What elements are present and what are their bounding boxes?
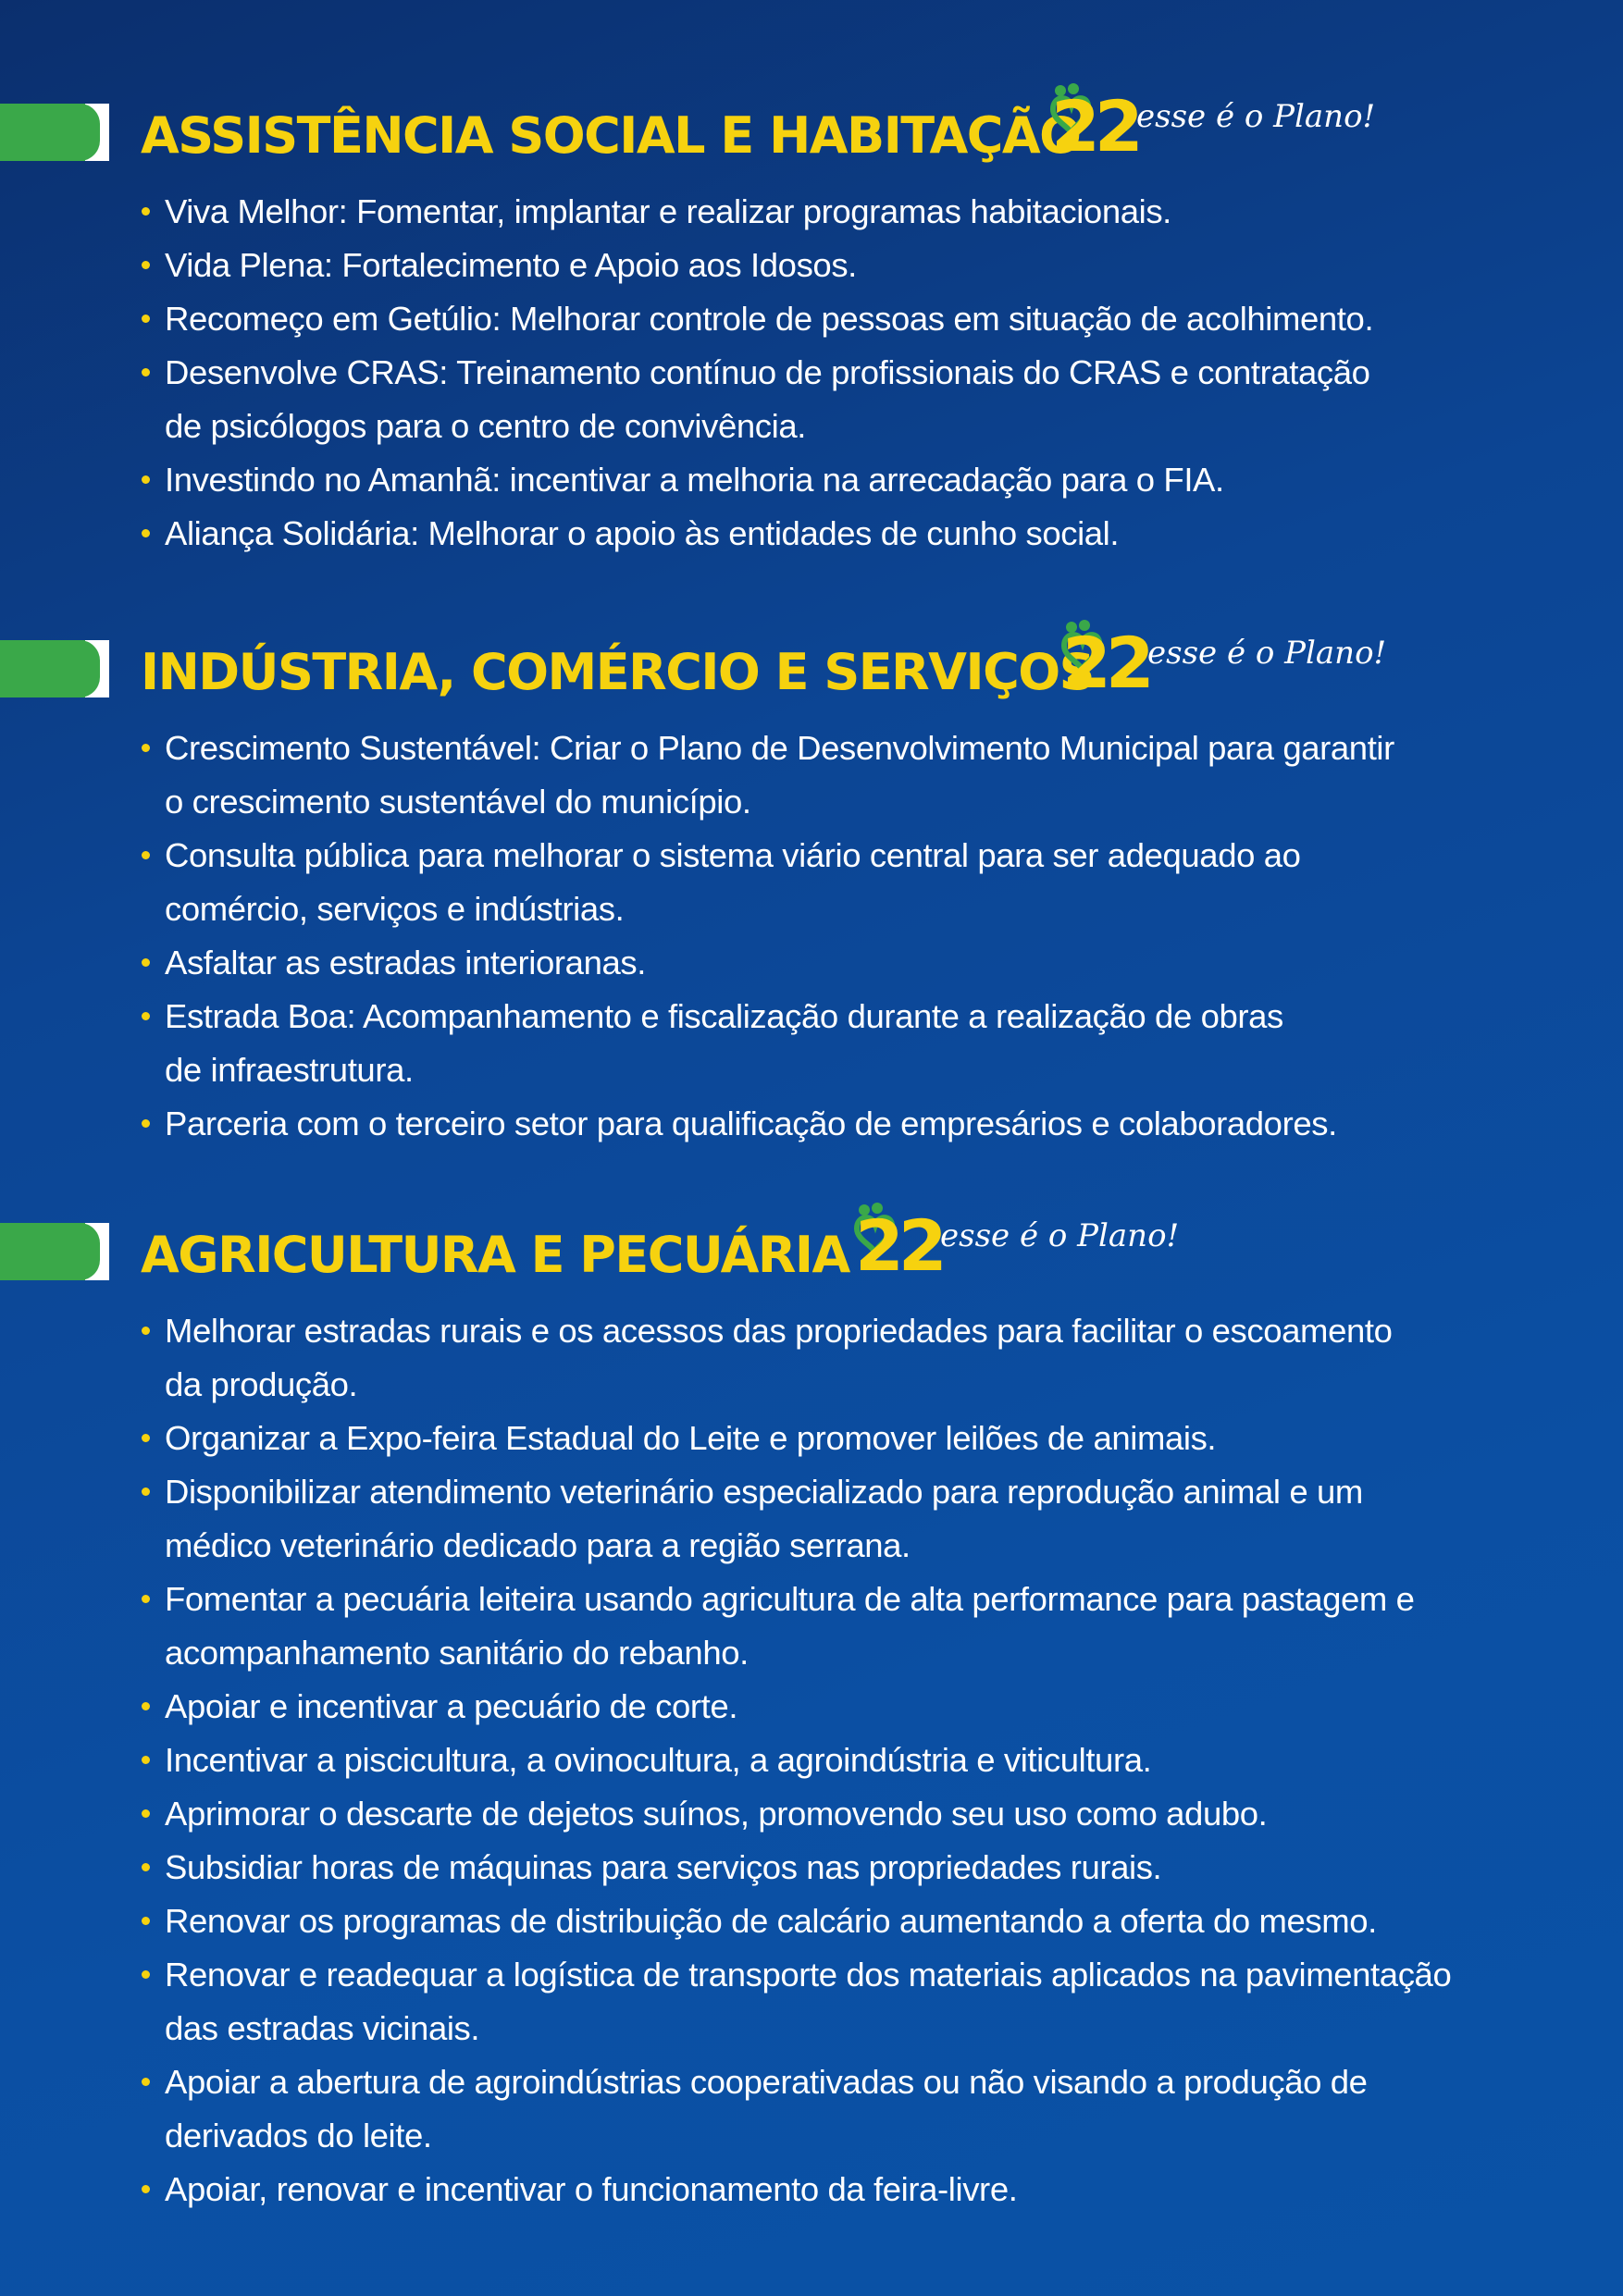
- section-header: [0, 85, 1623, 185]
- badge-slogan: esse é o Plano!: [1136, 98, 1376, 135]
- bullet-icon: [142, 1487, 150, 1496]
- section-marker: [0, 640, 109, 697]
- item-text: de infraestrutura.: [165, 1051, 414, 1089]
- item-text: Melhorar estradas rurais e os acessos das propriedades para facilitar o escoamento: [165, 1312, 1393, 1350]
- list-item: [139, 507, 1582, 561]
- bullet-icon: [142, 1595, 150, 1603]
- badge-slogan: esse é o Plano!: [1147, 635, 1387, 672]
- item-text: Subsidiar horas de máquinas para serviços nas propriedades rurais.: [165, 1848, 1162, 1886]
- badge-slogan: esse é o Plano!: [940, 1217, 1180, 1254]
- section-assistencia-social: [0, 85, 1623, 552]
- list-item: [139, 936, 1582, 990]
- bullet-icon: [142, 1327, 150, 1335]
- item-text: Incentivar a piscicultura, a ovinocultura, a agroindústria e viticultura.: [165, 1741, 1152, 1779]
- badge-number: 22: [855, 1204, 942, 1287]
- list-item: [139, 185, 1582, 239]
- bullet-icon: [142, 261, 150, 269]
- list-item: [139, 1734, 1582, 1787]
- bullet-icon: [142, 958, 150, 967]
- section-title: ASSISTÊNCIA SOCIAL E HABITAÇÃO: [141, 106, 1081, 165]
- list-item: [139, 1895, 1582, 1948]
- list-item: [139, 1948, 1582, 2055]
- list-item: [139, 990, 1582, 1097]
- item-list: [139, 1304, 1582, 2216]
- bullet-icon: [142, 1970, 150, 1979]
- item-text: Viva Melhor: Fomentar, implantar e realizar programas habitacionais.: [165, 192, 1171, 230]
- item-list: [139, 185, 1582, 561]
- list-item: [139, 829, 1582, 936]
- bullet-icon: [142, 1702, 150, 1710]
- list-item: [139, 292, 1582, 346]
- bullet-icon: [142, 207, 150, 216]
- section-header: [0, 622, 1623, 722]
- list-item: [139, 2055, 1582, 2163]
- item-list: [139, 722, 1582, 1151]
- item-text: acompanhamento sanitário do rebanho.: [165, 1634, 749, 1672]
- list-item: [139, 1787, 1582, 1841]
- bullet-icon: [142, 475, 150, 484]
- item-text: derivados do leite.: [165, 2117, 432, 2154]
- section-marker: [0, 1223, 109, 1280]
- plan-22-badge: [1059, 618, 1387, 704]
- item-text: comércio, serviços e indústrias.: [165, 890, 625, 928]
- bullet-icon: [142, 1917, 150, 1925]
- section-title: INDÚSTRIA, COMÉRCIO E SERVIÇOS: [141, 643, 1094, 701]
- list-item: [139, 346, 1582, 453]
- bullet-icon: [142, 368, 150, 376]
- list-item: [139, 1304, 1582, 1412]
- bullet-icon: [142, 1119, 150, 1128]
- item-text: Vida Plena: Fortalecimento e Apoio aos Idosos.: [165, 246, 857, 284]
- item-text: médico veterinário dedicado para a região serrana.: [165, 1526, 911, 1564]
- bullet-icon: [142, 1012, 150, 1020]
- item-text: Renovar e readequar a logística de transporte dos materiais aplicados na pavimentação: [165, 1956, 1452, 1994]
- item-text: Organizar a Expo-feira Estadual do Leite e promover leilões de animais.: [165, 1419, 1217, 1457]
- list-item: [139, 1841, 1582, 1895]
- list-item: [139, 239, 1582, 292]
- list-item: [139, 453, 1582, 507]
- item-text: Investindo no Amanhã: incentivar a melhoria na arrecadação para o FIA.: [165, 461, 1224, 499]
- plan-22-badge: [851, 1201, 1180, 1287]
- item-text: Parceria com o terceiro setor para qualificação de empresários e colaboradores.: [165, 1105, 1337, 1142]
- section-agricultura-pecuaria: [0, 1204, 1623, 2208]
- badge-number: 22: [1051, 85, 1138, 167]
- item-text: da produção.: [165, 1365, 358, 1403]
- plan-22-badge: [1047, 81, 1376, 167]
- section-industria-comercio: [0, 622, 1623, 1142]
- list-item: [139, 1680, 1582, 1734]
- bullet-icon: [142, 744, 150, 752]
- bullet-icon: [142, 2078, 150, 2086]
- bullet-icon: [142, 1434, 150, 1442]
- item-text: Crescimento Sustentável: Criar o Plano de Desenvolvimento Municipal para garantir: [165, 729, 1394, 767]
- list-item: [139, 1465, 1582, 1573]
- item-text: de psicólogos para o centro de convivência.: [165, 407, 806, 445]
- list-item: [139, 1412, 1582, 1465]
- list-item: [139, 1573, 1582, 1680]
- item-text: Fomentar a pecuária leiteira usando agricultura de alta performance para pastagem e: [165, 1580, 1415, 1618]
- item-text: Desenvolve CRAS: Treinamento contínuo de profissionais do CRAS e contratação: [165, 353, 1370, 391]
- section-marker: [0, 104, 109, 161]
- bullet-icon: [142, 1863, 150, 1871]
- item-text: Disponibilizar atendimento veterinário especializado para reprodução animal e um: [165, 1473, 1363, 1511]
- item-text: Apoiar e incentivar a pecuário de corte.: [165, 1687, 738, 1725]
- item-text: Consulta pública para melhorar o sistema viário central para ser adequado ao: [165, 836, 1301, 874]
- item-text: Asfaltar as estradas interioranas.: [165, 944, 646, 981]
- item-text: Aliança Solidária: Melhorar o apoio às entidades de cunho social.: [165, 514, 1120, 552]
- section-title: AGRICULTURA E PECUÁRIA: [141, 1226, 849, 1284]
- item-text: das estradas vicinais.: [165, 2009, 480, 2047]
- item-text: Apoiar a abertura de agroindústrias cooperativadas ou não visando a produção de: [165, 2063, 1368, 2101]
- bullet-icon: [142, 851, 150, 859]
- bullet-icon: [142, 529, 150, 537]
- item-text: Recomeço em Getúlio: Melhorar controle de pessoas em situação de acolhimento.: [165, 300, 1374, 338]
- list-item: [139, 1097, 1582, 1151]
- bullet-icon: [142, 2185, 150, 2193]
- item-text: Renovar os programas de distribuição de calcário aumentando a oferta do mesmo.: [165, 1902, 1377, 1940]
- item-text: o crescimento sustentável do município.: [165, 783, 751, 821]
- item-text: Estrada Boa: Acompanhamento e fiscalização durante a realização de obras: [165, 997, 1283, 1035]
- list-item: [139, 722, 1582, 829]
- item-text: Apoiar, renovar e incentivar o funcionamento da feira-livre.: [165, 2170, 1018, 2208]
- list-item: [139, 2163, 1582, 2216]
- bullet-icon: [142, 1809, 150, 1818]
- item-text: Aprimorar o descarte de dejetos suínos, promovendo seu uso como adubo.: [165, 1795, 1268, 1833]
- bullet-icon: [142, 1756, 150, 1764]
- section-header: [0, 1204, 1623, 1304]
- bullet-icon: [142, 315, 150, 323]
- badge-number: 22: [1062, 622, 1149, 704]
